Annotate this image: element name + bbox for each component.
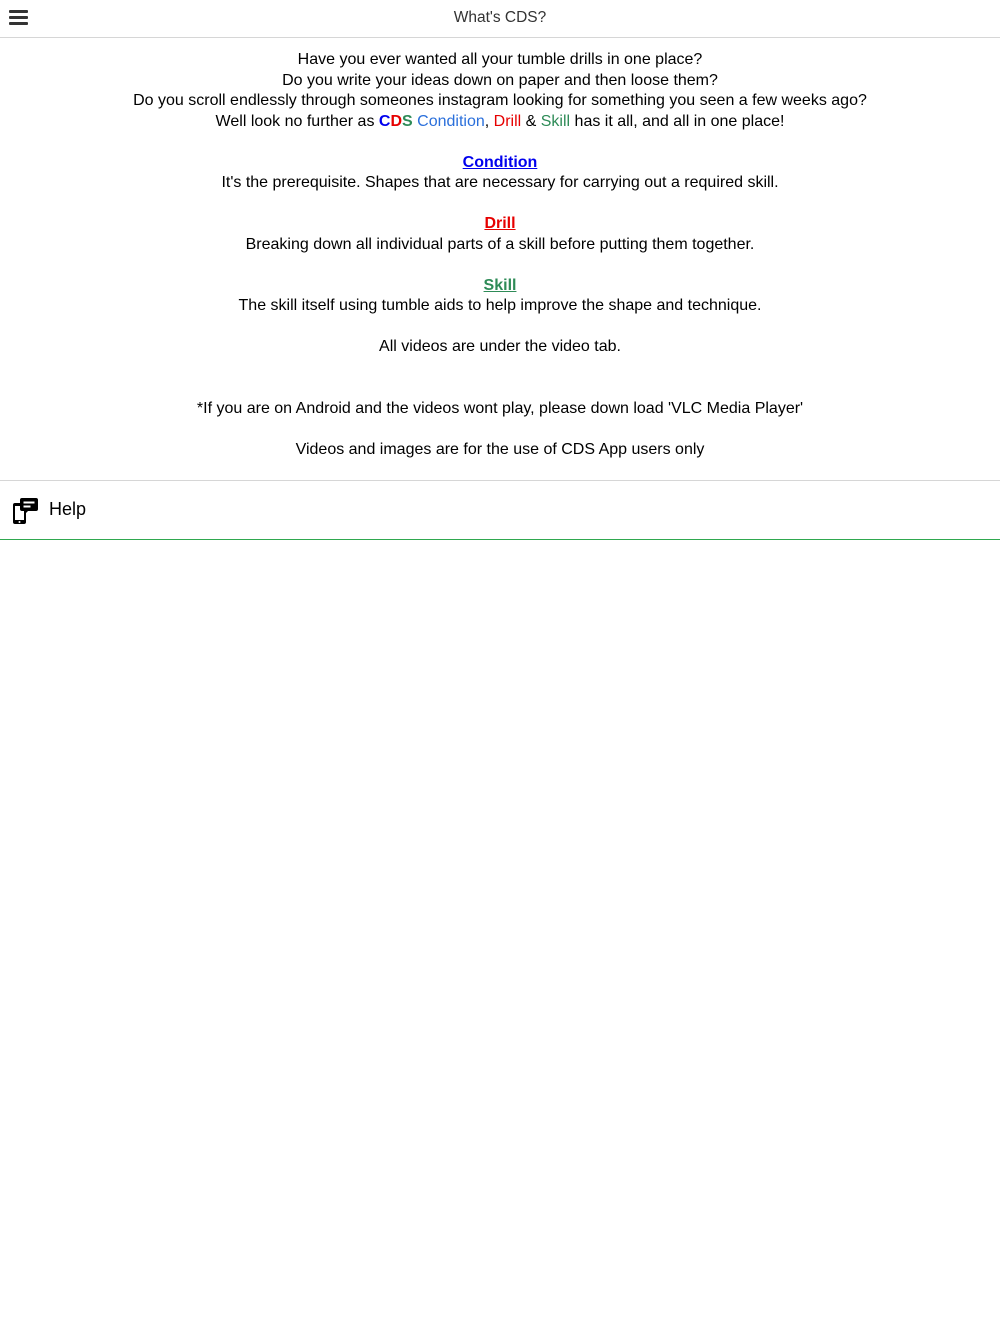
intro-line-4 [0, 112, 1000, 133]
intro-line-4-suffix: has it all, and all in one place! [570, 112, 785, 130]
intro-comma: , [484, 112, 494, 130]
intro-ampersand: & [521, 112, 541, 130]
cds-letter-c: C [378, 112, 391, 130]
videos-tab-note: All videos are under the video tab. [379, 338, 621, 355]
page-title: What's CDS? [453, 9, 547, 26]
drill-description: Breaking down all individual parts of a skill before putting them together. [245, 235, 755, 253]
help-item[interactable] [0, 481, 1000, 540]
skill-link[interactable]: Skill [483, 276, 517, 294]
intro-line-4-prefix: Well look no further as [215, 112, 379, 130]
skill-description: The skill itself using tumble aids to help improve the shape and technique. [238, 297, 762, 314]
android-note: *If you are on Android and the videos wont play, please down load 'VLC Media Player' [196, 399, 804, 417]
intro-line-1: Have you ever wanted all your tumble drills in one place? [297, 51, 703, 68]
intro-condition-word: Condition [417, 112, 485, 130]
cds-letter-s: S [402, 112, 413, 130]
drill-link[interactable]: Drill [484, 215, 516, 232]
condition-description: It's the prerequisite. Shapes that are necessary for carrying out a required skill. [221, 174, 779, 191]
usage-note: Videos and images are for the use of CDS App users only [295, 440, 705, 458]
top-bar [0, 0, 1000, 38]
intro-line-3: Do you scroll endlessly through someones instagram looking for something you seen a few weeks ago? [133, 92, 867, 109]
about-content [0, 38, 1000, 481]
cds-letter-d: D [390, 112, 403, 130]
condition-link[interactable]: Condition [462, 153, 538, 171]
intro-line-2: Do you write your ideas down on paper and then loose them? [282, 71, 718, 89]
intro-drill-word: Drill [493, 112, 522, 130]
intro-skill-word: Skill [540, 112, 571, 130]
phone-chat-icon [12, 497, 38, 525]
help-label: Help [49, 499, 87, 519]
